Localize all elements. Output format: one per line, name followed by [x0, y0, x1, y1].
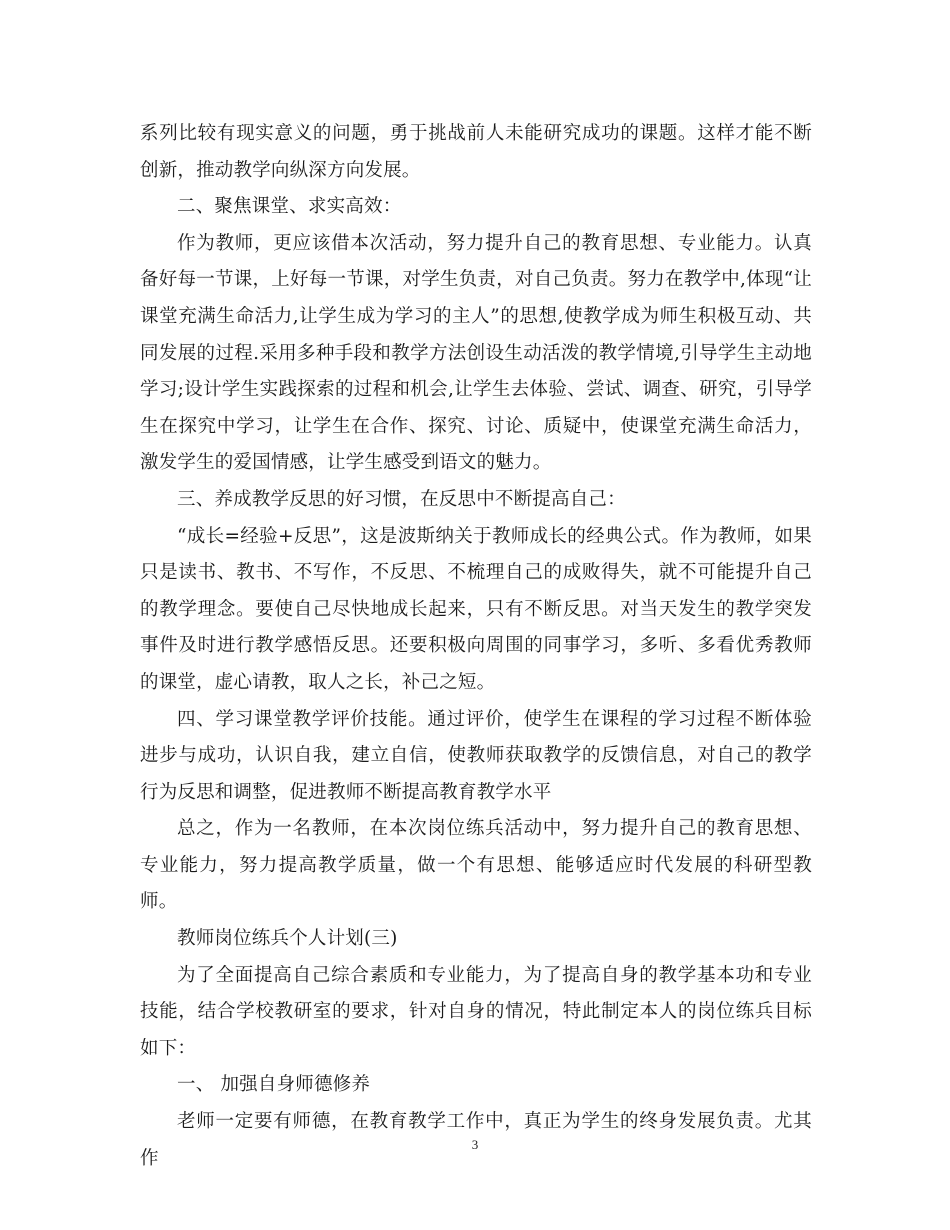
- page-number: 3: [471, 1137, 479, 1152]
- paragraph: “成长=经验+反思”，这是波斯纳关于教师成长的经典公式。作为教师，如果只是读书、教书、不写作，不反思、不梳理自己的成败得失，就不可能提升自己的教学理念。要使自己尽快地成长起来，只有不断反思。对当天发生的教学突发事件及时进行教学感悟反思。还要积极向周围的同事学习，多听、多看优秀教师的课堂，虚心请教，取人之长，补己之短。: [140, 525, 812, 693]
- section-heading: 一、 加强自身师德修养: [177, 1074, 371, 1096]
- section-heading: 三、养成教学反思的好习惯，在反思中不断提高自己：: [177, 488, 626, 510]
- paragraph: 为了全面提高自己综合素质和专业能力，为了提高自身的教学基本功和专业技能，结合学校教研室的要求，针对自身的情况，特此制定本人的岗位练兵目标如下：: [140, 964, 812, 1059]
- paragraph: 老师一定要有师德，在教育教学工作中，真正为学生的终身发展负责。尤其作: [140, 1111, 812, 1169]
- paragraph: 作为教师，更应该借本次活动，努力提升自己的教育思想、专业能力。认真备好每一节课，上好每一节课，对学生负责，对自己负责。努力在教学中,体现“让课堂充满生命活力,让学生成为学习的主人”的思想,使教学成为师生积极互动、共同发展的过程.采用多种手段和教学方法创设生动活泼的教学情境,引导学生主动地学习;设计学生实践探索的过程和机会,让学生去体验、尝试、调查、研究，引导学生在探究中学习，让学生在合作、探究、讨论、质疑中，使课堂充满生命活力，激发学生的爱国情感，让学生感受到语文的魅力。: [140, 232, 812, 474]
- document-body: [140, 116, 812, 1177]
- document-subtitle: 教师岗位练兵个人计划(三): [177, 928, 398, 950]
- paragraph: 总之，作为一名教师，在本次岗位练兵活动中，努力提升自己的教育思想、专业能力，努力提高教学质量，做一个有思想、能够适应时代发展的科研型教师。: [140, 818, 812, 913]
- paragraph: 四、学习课堂教学评价技能。通过评价，使学生在课程的学习过程不断体验进步与成功，认识自我，建立自信，使教师获取教学的反馈信息，对自己的教学行为反思和调整，促进教师不断提高教育教学水平: [140, 708, 812, 803]
- section-heading: 二、聚焦课堂、求实高效：: [177, 196, 402, 218]
- paragraph: 系列比较有现实意义的问题，勇于挑战前人未能研究成功的课题。这样才能不断创新，推动教学向纵深方向发展。: [140, 123, 812, 181]
